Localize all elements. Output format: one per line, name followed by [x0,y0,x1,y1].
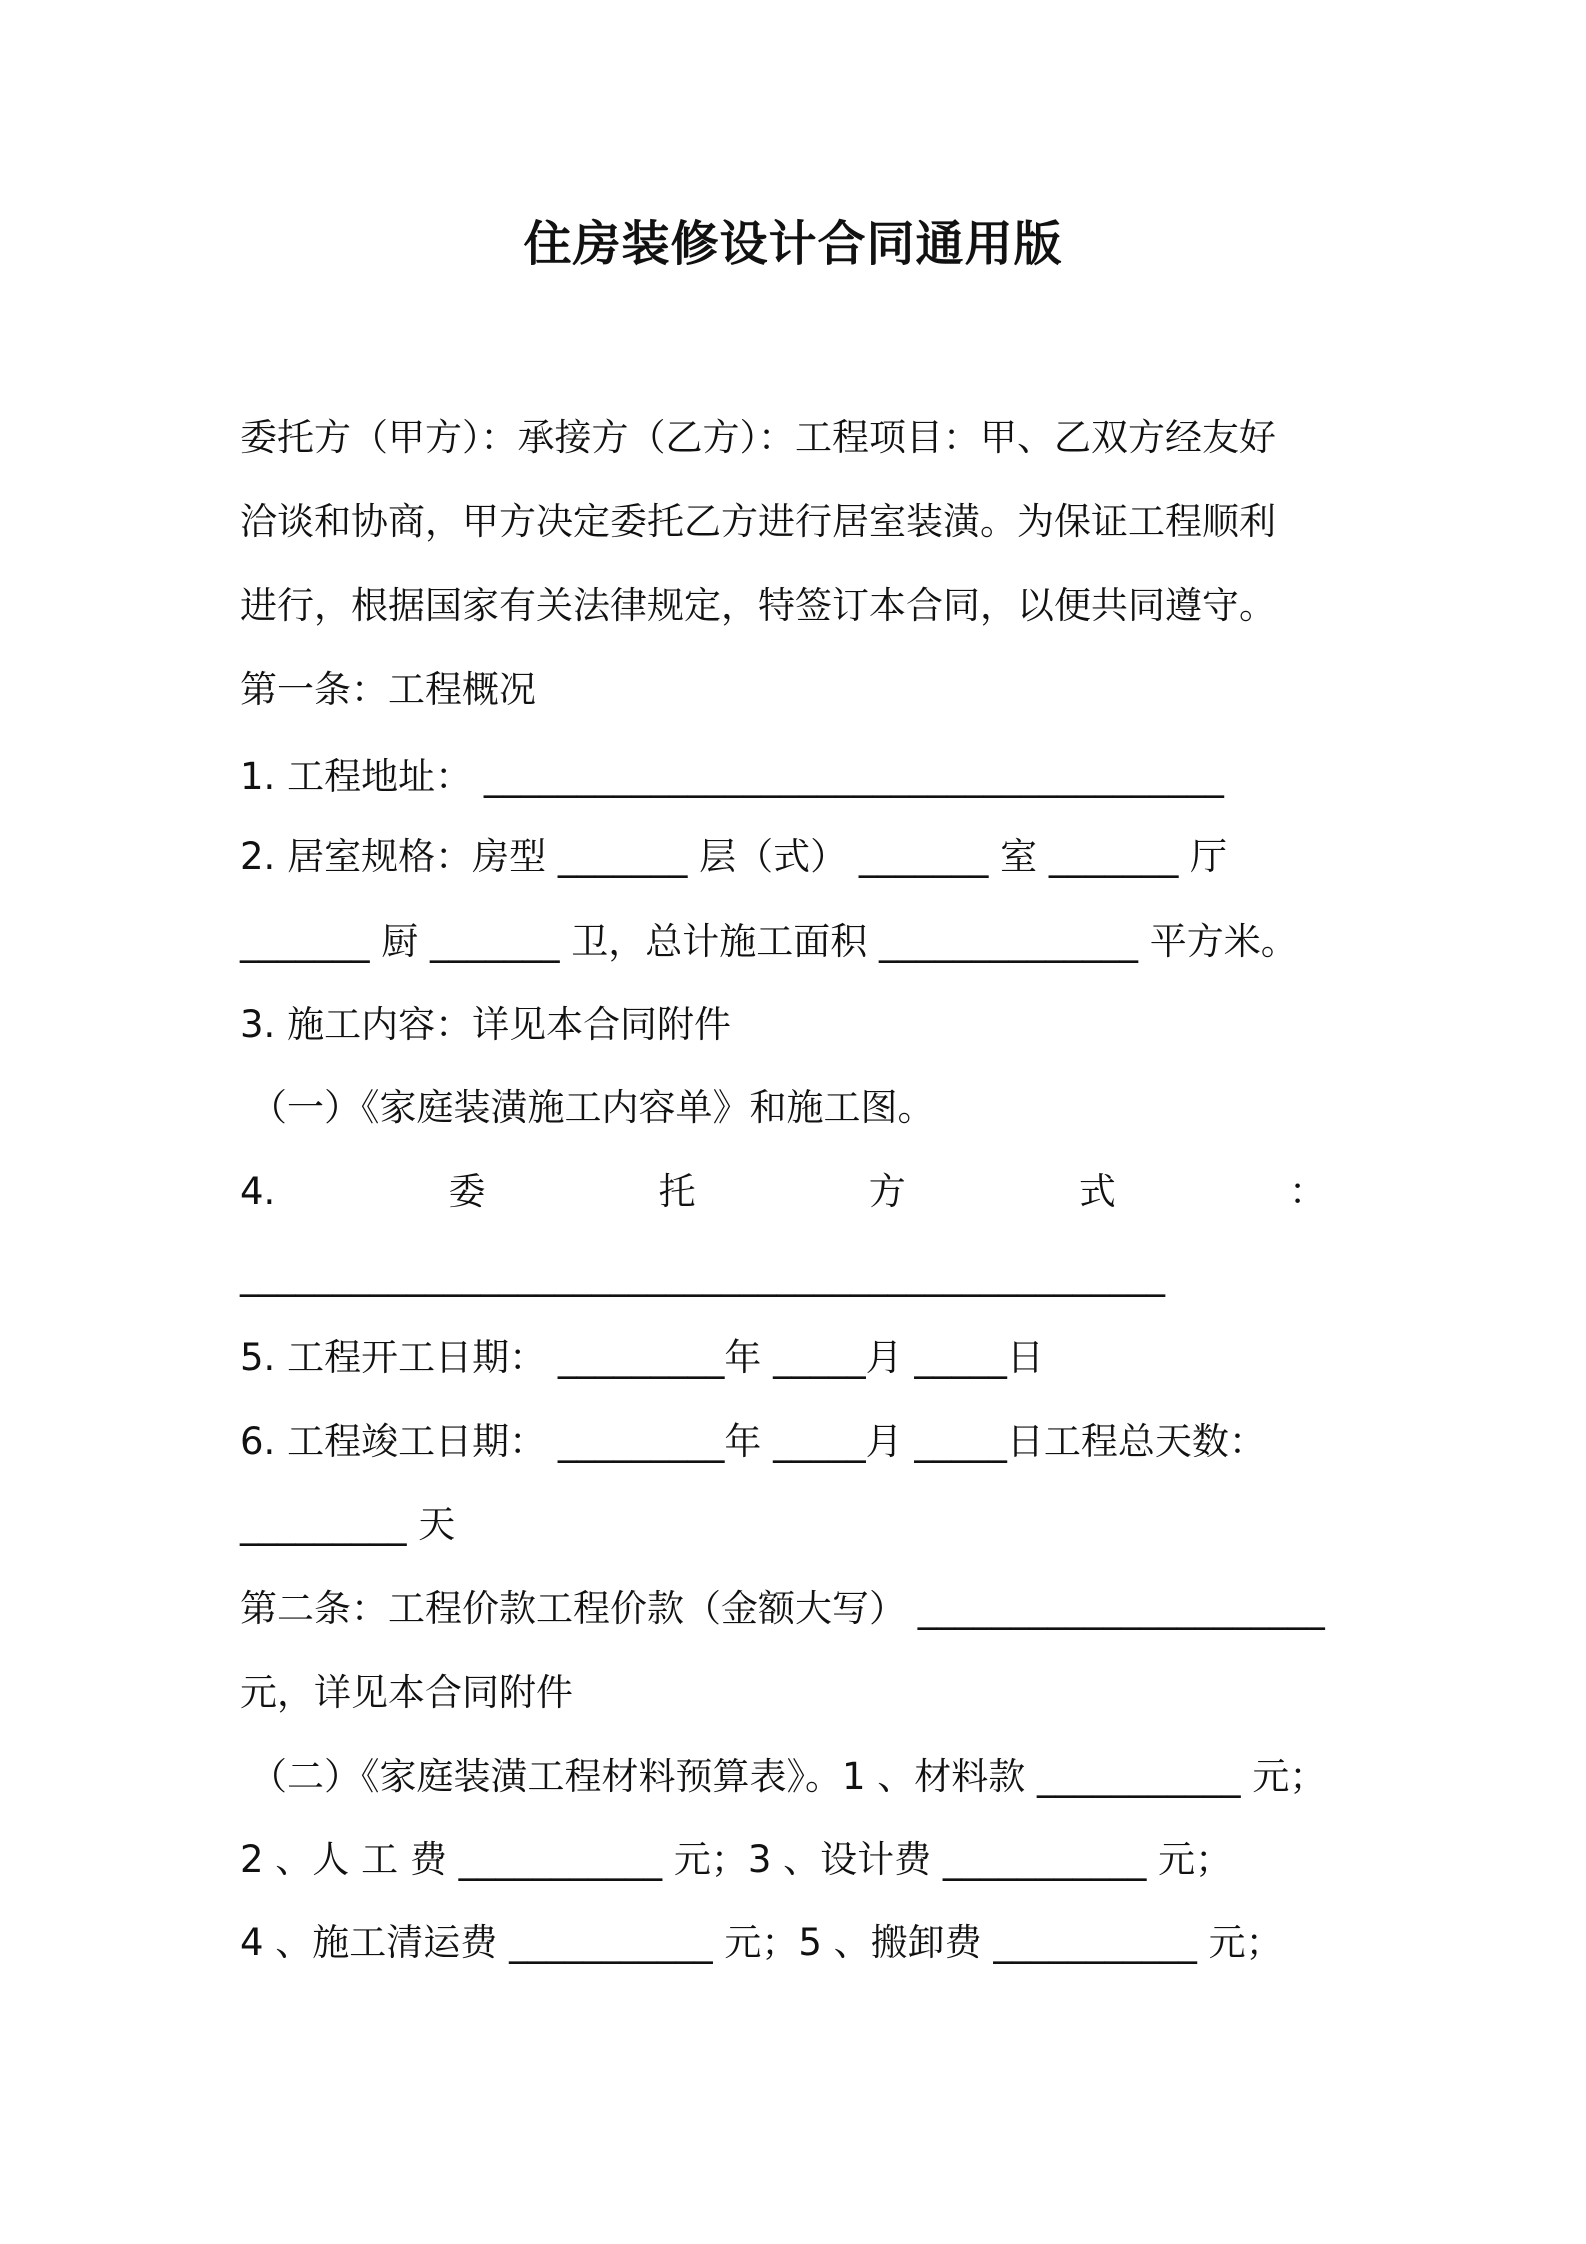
commission-number: 4. [240,1170,276,1213]
commission-colon: ： [1288,1170,1326,1213]
commission-char-1: 委 [448,1170,486,1213]
item-address: 1. 工程地址： ________________________________________ [240,755,1224,798]
commission-blank: __________________________________________________ [240,1254,1165,1297]
intro-line-3: 进行，根据国家有关法律规定，特签订本合同，以便共同遵守。 [240,584,1276,627]
commission-char-4: 式 [1078,1170,1116,1213]
article-2-cont: 元，详见本合同附件 [240,1671,573,1714]
item-construction-content: 3. 施工内容：详见本合同附件 [240,1003,732,1046]
commission-char-2: 托 [658,1170,696,1213]
intro-line-1: 委托方（甲方）：承接方（乙方）：工程项目：甲、乙双方经友好 [240,416,1276,459]
item-fees-2: 4 、施工清运费 ___________ 元；5 、搬卸费 ___________ 元； [240,1921,1283,1964]
item-start-date: 5. 工程开工日期： _________年 _____月 _____日 [240,1336,1044,1379]
item-fees-1: 2 、人 工 费 ___________ 元；3 、设计费 ___________ 元； [240,1838,1233,1881]
intro-line-2: 洽谈和协商，甲方决定委托乙方进行居室装潢。为保证工程顺利 [240,500,1276,543]
article-2-heading: 第二条：工程价款工程价款（金额大写） ______________________ [240,1587,1325,1630]
item-total-days: _________ 天 [240,1503,456,1546]
item-attachment-2: （二）《家庭装潢工程材料预算表》。1 、材料款 ___________ 元； [250,1755,1327,1798]
item-room-spec: 2. 居室规格：房型 _______ 层（式） _______ 室 _______ 厅 [240,835,1228,878]
commission-char-3: 方 [868,1170,906,1213]
item-attachment-1: （一）《家庭装潢施工内容单》和施工图。 [250,1086,935,1129]
item-end-date: 6. 工程竣工日期： _________年 _____月 _____日工程总天数： [240,1420,1266,1463]
article-1-heading: 第一条：工程概况 [240,668,536,711]
item-commission-method [240,1167,1326,1217]
item-room-spec-cont: _______ 厨 _______ 卫，总计施工面积 ______________ 平方米。 [240,920,1298,963]
document-title: 住房装修设计合同通用版 [523,216,1063,272]
